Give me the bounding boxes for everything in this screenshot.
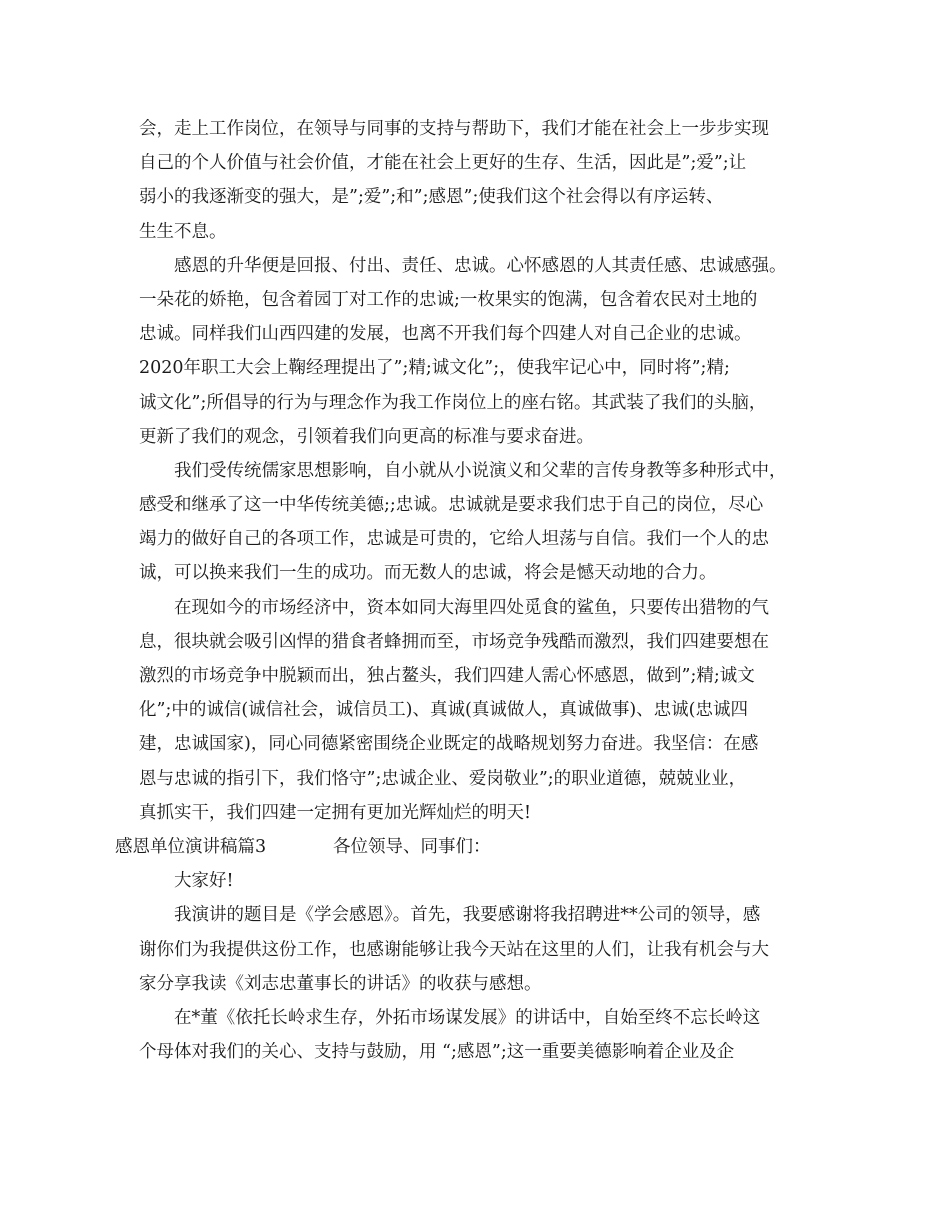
text-line: 生生不息。 xyxy=(139,221,227,242)
paragraph xyxy=(139,249,833,454)
text-line: 大家好! xyxy=(174,871,234,892)
text-line: 一朵花的娇艳，包含着园丁对工作的忠诚;一枚果实的饱满，包含着农民对土地的 xyxy=(139,289,758,310)
text-line: 竭力的做好自己的各项工作，忠诚是可贵的，它给人坦荡与自信。我们一个人的忠 xyxy=(139,529,769,550)
text-line: 我演讲的题目是《学会感恩》。首先，我要感谢将我招聘进**公司的领导，感 xyxy=(174,905,761,926)
paragraph xyxy=(139,1001,833,1069)
text-line: 诚文化”;所倡导的行为与理念作为我工作岗位上的座右铭。其武装了我们的头脑， xyxy=(139,392,767,413)
paragraph xyxy=(139,112,833,249)
paragraph xyxy=(139,591,833,830)
text-line: 真抓实干，我们四建一定拥有更加光辉灿烂的明天! xyxy=(139,802,532,823)
text-line: 谢你们为我提供这份工作，也感谢能够让我今天站在这里的人们，让我有机会与大 xyxy=(139,939,769,960)
text-line: 激烈的市场竞争中脱颖而出，独占鳌头，我们四建人需心怀感恩，做到”;精;诚文 xyxy=(139,666,755,686)
text-line: 2020年职工大会上鞠经理提出了”;精;诚文化”;，使我牢记心中，同时将”;精; xyxy=(139,358,730,379)
text-line: 弱小的我逐渐变的强大，是”;爱”;和”;感恩”;使我们这个社会得以有序运转、 xyxy=(139,187,724,208)
text-line: 感受和继承了这一中华传统美德;;忠诚。忠诚就是要求我们忠于自己的岗位，尽心 xyxy=(139,495,764,516)
text-line: 忠诚。同样我们山西四建的发展，也离不开我们每个四建人对自己企业的忠诚。 xyxy=(139,324,752,345)
text-line: 建，忠诚国家)，同心同德紧密围绕企业既定的战略规划努力奋进。我坚信：在感 xyxy=(139,734,759,755)
document-page xyxy=(115,112,833,1069)
section-title: 感恩单位演讲稿篇3 xyxy=(115,836,267,857)
text-line: 诚，可以换来我们一生的成功。而无数人的忠诚，将会是憾天动地的合力。 xyxy=(139,563,717,584)
text-line: 感恩的升华便是回报、付出、责任、忠诚。心怀感恩的人其责任感、忠诚感强。 xyxy=(174,255,787,276)
text-line: 化”;中的诚信(诚信社会，诚信员工)、真诚(真诚做人，真诚做事)、忠诚(忠诚四 xyxy=(139,700,748,721)
text-line: 在*董《依托长岭求生存，外拓市场谋发展》的讲话中，自始至终不忘长岭这 xyxy=(174,1007,761,1028)
paragraph xyxy=(139,898,833,1001)
heading-line xyxy=(115,830,833,864)
text-line: 恩与忠诚的指引下，我们恪守”;忠诚企业、爱岗敬业”;的职业道德，兢兢业业， xyxy=(139,768,747,789)
salutation: 各位领导、同事们： xyxy=(333,836,491,857)
paragraph xyxy=(139,864,833,898)
text-line: 家分享我读《刘志忠董事长的讲话》的收获与感想。 xyxy=(139,973,542,994)
paragraph xyxy=(139,454,833,591)
text-line: 我们受传统儒家思想影响，自小就从小说演义和父辈的言传身教等多种形式中， xyxy=(174,460,787,481)
text-line: 更新了我们的观念，引领着我们向更高的标准与要求奋进。 xyxy=(139,426,594,447)
text-line: 息，很块就会吸引凶悍的猎食者蜂拥而至，市场竞争残酷而激烈，我们四建要想在 xyxy=(139,631,769,652)
text-line: 在现如今的市场经济中，资本如同大海里四处觅食的鲨鱼，只要传出猎物的气 xyxy=(174,597,769,618)
text-line: 个母体对我们的关心、支持与鼓励，用 “;感恩”;这一重要美德影响着企业及企 xyxy=(139,1042,735,1063)
section-heading xyxy=(115,830,833,864)
text-line: 自己的个人价值与社会价值，才能在社会上更好的生存、生活，因此是”;爱”;让 xyxy=(139,153,747,174)
text-line: 会，走上工作岗位，在领导与同事的支持与帮助下，我们才能在社会上一步步实现 xyxy=(139,119,769,139)
